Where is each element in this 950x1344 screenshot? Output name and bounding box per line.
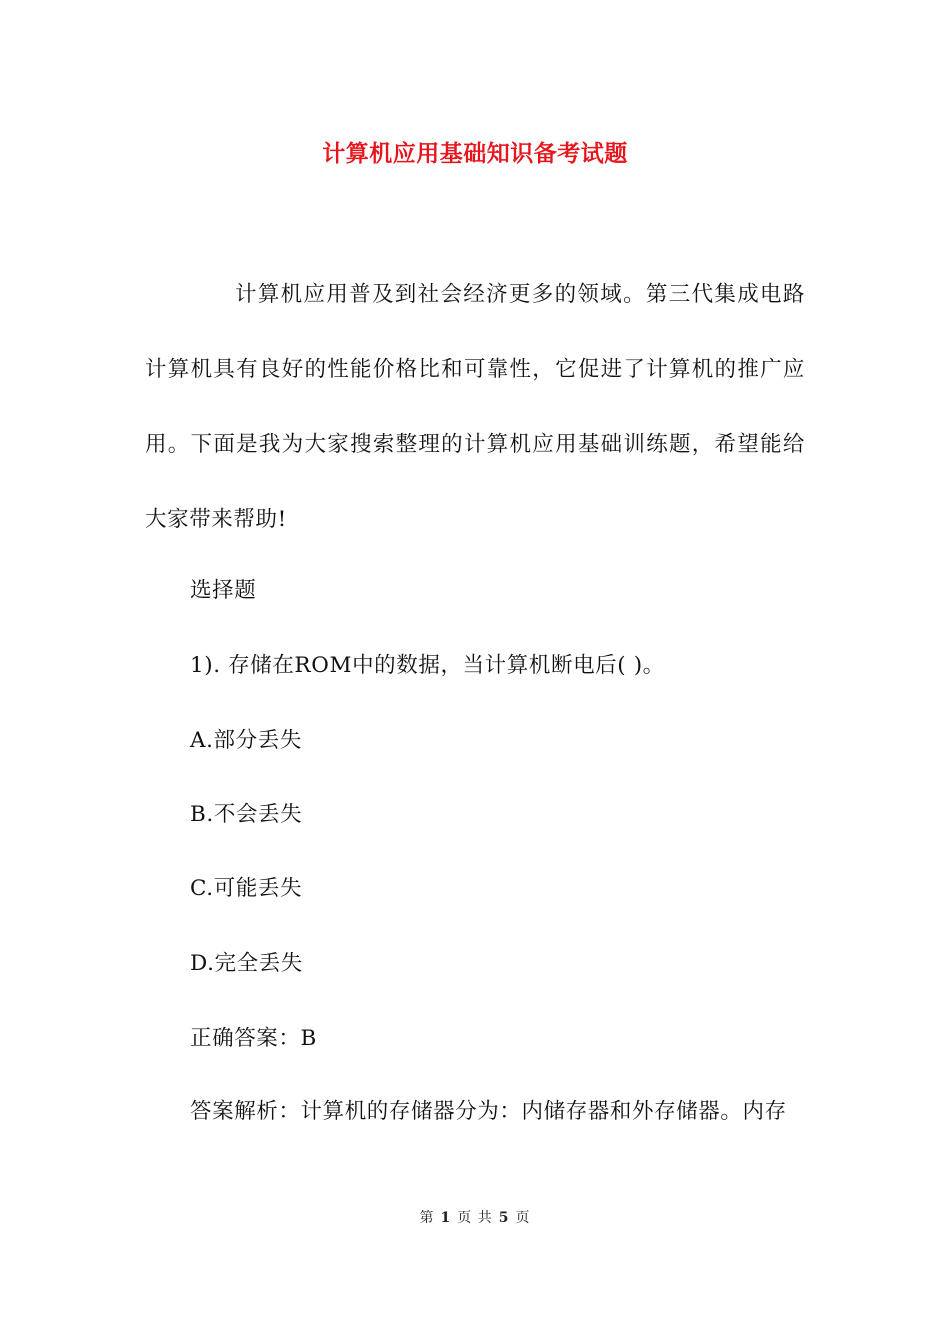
- answer-analysis: 答案解析：计算机的存储器分为：内储存器和外存储器。内存: [190, 1099, 787, 1124]
- footer-prefix: 第: [419, 1210, 435, 1226]
- footer-suffix: 页: [515, 1210, 531, 1226]
- option-c: C.可能丢失: [190, 876, 303, 901]
- option-d: D.完全丢失: [190, 951, 303, 976]
- footer-total-pages: 5: [498, 1210, 510, 1226]
- intro-paragraph: 计算机应用普及到社会经济更多的领域。第三代集成电路计算机具有良好的性能价格比和可靠性，它促进了计算机的推广应用。下面是我为大家搜索整理的计算机应用基础训练题，希望能给大家带来帮助!: [145, 282, 805, 532]
- document-title: 计算机应用基础知识备考试题: [322, 140, 628, 167]
- page-footer: [0, 1208, 950, 1228]
- question-text: 1). 存储在ROM中的数据，当计算机断电后( )。: [190, 653, 665, 678]
- option-a: A.部分丢失: [190, 728, 302, 753]
- section-heading: 选择题: [190, 578, 257, 603]
- option-b: B.不会丢失: [190, 802, 303, 827]
- footer-middle: 页 共: [457, 1210, 493, 1226]
- footer-page-number: 1: [440, 1210, 452, 1226]
- correct-answer: 正确答案：B: [190, 1026, 317, 1051]
